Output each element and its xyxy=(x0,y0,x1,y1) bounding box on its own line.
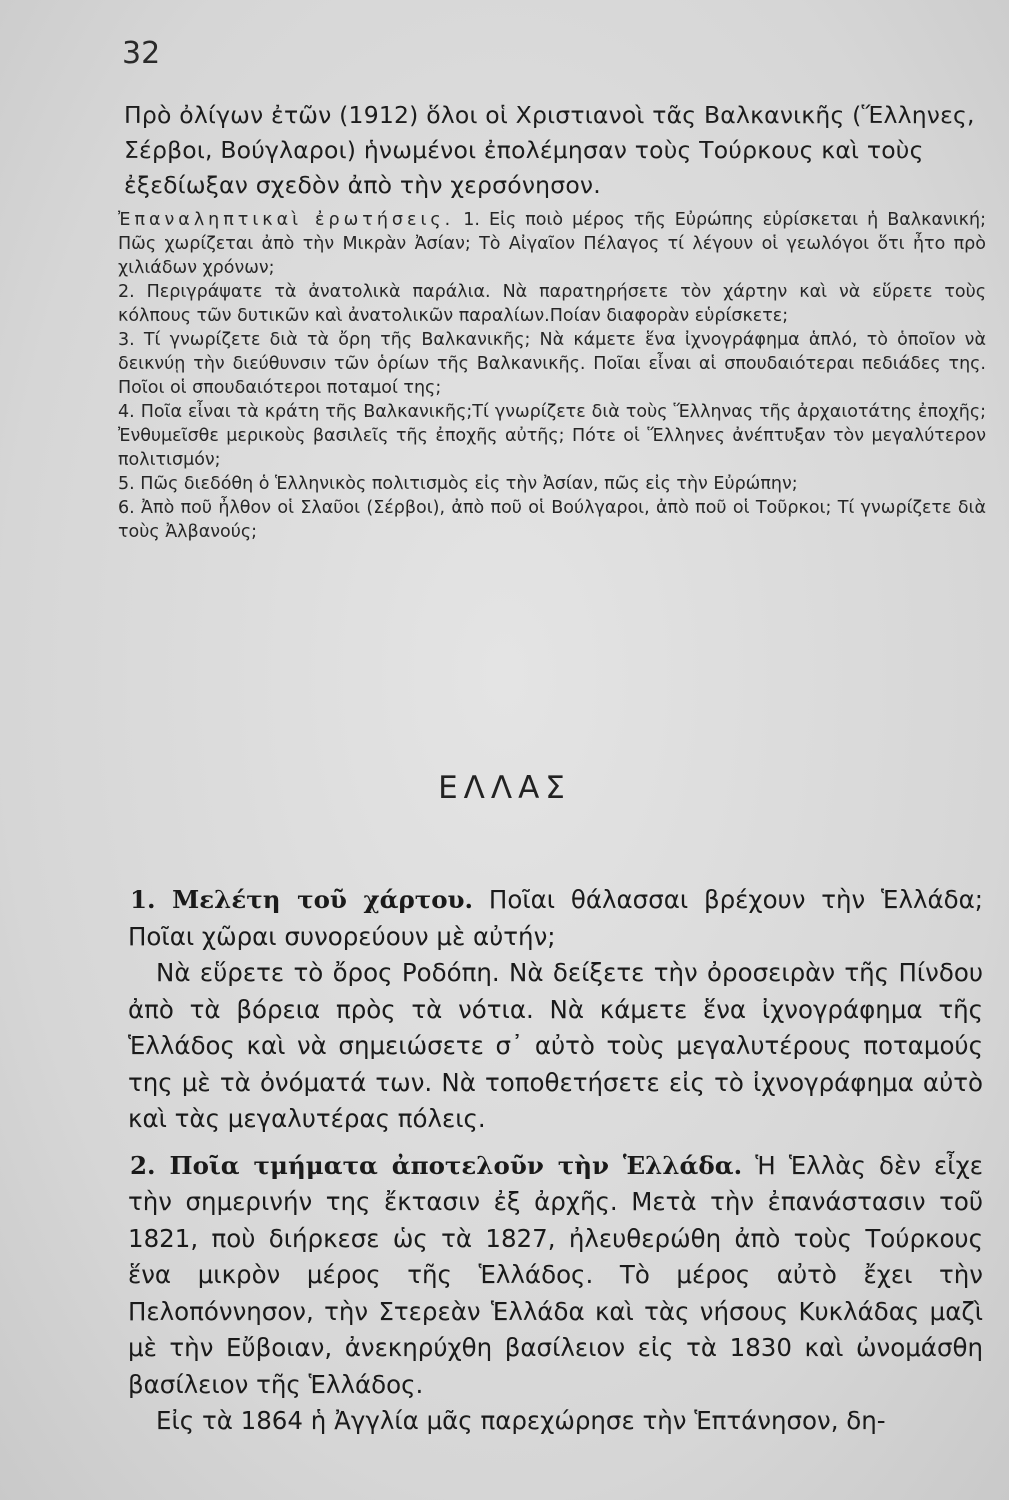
section-paragraph xyxy=(128,882,983,955)
review-question xyxy=(118,208,986,280)
page-number: 32 xyxy=(122,36,161,71)
review-questions xyxy=(118,208,986,544)
section-text: Ἡ Ἑλλὰς δὲν εἶχε τὴν σημερινήν της ἔκτασιν ἐξ ἀρχῆς. Μετὰ τὴν ἐπανάστασιν τοῦ 1821, ποὺ διήρκεσε ὡς τὰ 1827, ἠλευθερώθη ἀπὸ τοὺς Τούρκους ἕνα μικρὸν μέρος τῆς Ἑλλάδος. Τὸ μέρος αὐτὸ ἔχει τὴν Πελοπόννησον, τὴν Στερεὰν Ἑλλάδα καὶ τὰς νήσους Κυκλάδας μαζὶ μὲ τὴν Εὔβοιαν, ἀνεκηρύχθη βασίλειον εἰς τὰ 1830 καὶ ὠνομάσθη βασίλειον τῆς Ἑλλάδος. xyxy=(128,1150,983,1399)
review-question-text: 1. Εἰς ποιὸ μέρος τῆς Εὐρώπης εὑρίσκεται ἡ Βαλκανική; Πῶς χωρίζεται ἀπὸ τὴν Μικρὰν Ἀσίαν; Τὸ Αἰγαῖον Πέλαγος τί λέγουν οἱ γεωλόγοι ὅτι ἦτο πρὸ χιλιάδων χρόνων; xyxy=(118,210,986,278)
review-question: 4. Ποῖα εἶναι τὰ κράτη τῆς Βαλκανικῆς;Τί γνωρίζετε διὰ τοὺς Ἕλληνας τῆς ἀρχαιοτάτης ἐποχῆς; Ἐνθυμεῖσθε μερικοὺς βασιλεῖς τῆς ἐποχῆς αὐτῆς; Πότε οἱ Ἕλληνες ἀνέπτυξαν τὸν μεγαλύτερον πολιτισμόν; xyxy=(118,402,986,470)
chapter-body xyxy=(128,872,983,1440)
section-heading: 2. Ποῖα τμήματα ἀποτελοῦν τὴν Ἑλλάδα. xyxy=(130,1150,743,1180)
review-question: 6. Ἀπὸ ποῦ ἦλθον οἱ Σλαῦοι (Σέρβοι), ἀπὸ ποῦ οἱ Βούλγαροι, ἀπὸ ποῦ οἱ Τοῦρκοι; Τί γνωρίζετε διὰ τοὺς Ἀλβανούς; xyxy=(118,498,986,542)
body-paragraph: Νὰ εὕρετε τὸ ὄρος Ροδόπη. Νὰ δείξετε τὴν ὀροσειρὰν τῆς Πίνδου ἀπὸ τὰ βόρεια πρὸς τὰ νότια. Νὰ κάμετε ἕνα ἰχνογράφημα τῆς Ἑλλάδος καὶ νὰ σημειώσετε σ᾽ αὐτὸ τοὺς μεγαλυτέρους ποταμούς της μὲ τὰ ὀνόματά των. Νὰ τοποθετήσετε εἰς τὸ ἰχνογράφημα αὐτὸ καὶ τὰς μεγαλυτέρας πόλεις. xyxy=(128,958,983,1133)
section-paragraph xyxy=(128,1148,983,1404)
intro-paragraph: Πρὸ ὀλίγων ἐτῶν (1912) ὅλοι οἱ Χριστιανοὶ τᾶς Βαλκανικῆς (Ἕλληνες, Σέρβοι, Βούγλαροι) ἡνωμένοι ἐπολέμησαν τοὺς Τούρκους καὶ τοὺς ἐξεδίωξαν σχεδὸν ἀπὸ τὴν χερσόνησον. xyxy=(124,101,975,199)
body-paragraph: Εἰς τὰ 1864 ἡ Ἀγγλία μᾶς παρεχώρησε τὴν Ἑπτάνησον, δη- xyxy=(156,1406,886,1435)
review-question: 5. Πῶς διεδόθη ὁ Ἑλληνικὸς πολιτισμὸς εἰς τὴν Ἀσίαν, πῶς εἰς τὴν Εὐρώπην; xyxy=(118,474,798,494)
section-heading: 1. Μελέτη τοῦ χάρτου. xyxy=(130,885,474,914)
section-title: ΕΛΛΑΣ xyxy=(438,770,571,806)
section-text: Ποῖαι θάλασσαι βρέχουν τὴν Ἑλλάδα; Ποῖαι χῶραι συνορεύουν μὲ αὐτήν; xyxy=(128,885,983,951)
review-heading: Ἐπαναληπτικαὶ ἐρωτήσεις. xyxy=(118,210,455,230)
review-question: 3. Τί γνωρίζετε διὰ τὰ ὄρη τῆς Βαλκανικῆς; Νὰ κάμετε ἕνα ἰχνογράφημα ἁπλό, τὸ ὁποῖον νὰ δεικνύῃ τὴν διεύθυνσιν τῶν ὁρίων τῆς Βαλκανικῆς. Ποῖαι εἶναι αἱ σπουδαιότεραι πεδιάδες της. Ποῖοι οἱ σπουδαιότεροι ποταμοί της; xyxy=(118,330,986,398)
review-question: 2. Περιγράψατε τὰ ἀνατολικὰ παράλια. Νὰ παρατηρήσετε τὸν χάρτην καὶ νὰ εὕρετε τοὺς κόλπους τῶν δυτικῶν καὶ ἀνατολικῶν παραλίων.Ποίαν διαφορὰν εὑρίσκετε; xyxy=(118,282,986,326)
